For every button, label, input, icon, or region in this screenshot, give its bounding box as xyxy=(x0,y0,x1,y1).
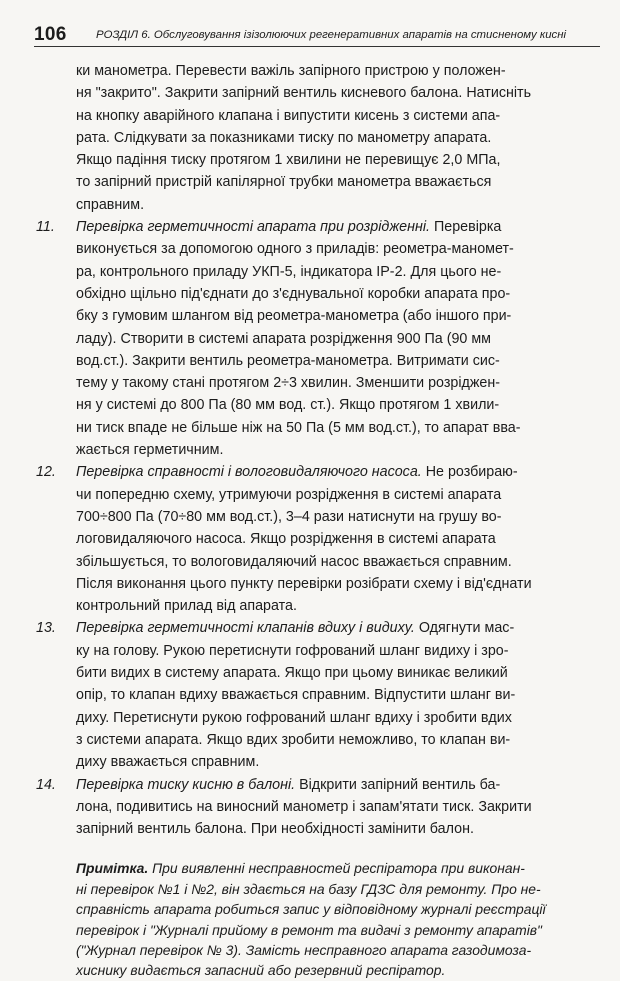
text-line: ки манометра. Перевести важіль запірного пристрою у положен- xyxy=(76,63,506,79)
text-line: чи попередню схему, утримуючи розрідження в системі апарата xyxy=(76,486,502,503)
page-body xyxy=(36,60,596,981)
text-line: логовидаляючого насоса. Якщо розрідження в системі апарата xyxy=(76,531,496,548)
text-line: то запірний пристрій капілярної трубки манометра вважається xyxy=(76,174,492,191)
item-title: Перевірка тиску кисню в балоні. xyxy=(76,776,296,793)
text-line: справним. xyxy=(76,196,145,213)
text-line: ку на голову. Рукою перетиснути гофрований шланг видиху і зро- xyxy=(76,642,509,659)
text-line: справність апарата робиться запис у відповідному журналі реєстрації xyxy=(76,901,546,918)
text-line: диху. Перетиснути рукою гофрований шланг вдиху і зробити вдих xyxy=(76,709,512,726)
text-line: Якщо падіння тиску протягом 1 хвилини не перевищує 2,0 МПа, xyxy=(76,152,501,169)
text-line: виконується за допомогою одного з приладів: реометра-маномет- xyxy=(76,241,514,258)
text-line: ра, контрольного приладу УКП-5, індикатора ІР-2. Для цього не- xyxy=(76,263,502,280)
text-line: лона, подивитись на виносний манометр і запам'ятати тиск. Закрити xyxy=(76,798,532,815)
text-line: бити видих в систему апарата. Якщо при цьому виникає великий xyxy=(76,665,508,682)
text-line: Після виконання цього пункту перевірки розібрати схему і від'єднати xyxy=(76,575,532,592)
text-line: ня у системі до 800 Па (80 мм вод. ст.). Якщо протягом 1 хвили- xyxy=(76,397,500,414)
intro-paragraph xyxy=(36,60,596,216)
text-line: обхідно щільно під'єднати до з'єднувальної коробки апарата про- xyxy=(76,285,511,302)
item-title: Перевірка герметичності апарата при розрідженні. xyxy=(76,219,431,236)
note-paragraph: Примітка. При виявленні несправностей респіратора при виконан- ні перевірок №1 і №2, він здається на базу ГДЗС для ремонту. Про не- справність апарата робиться запис у відповідному журналі реєстрації перевірок і "Журналі прийому в ремонт та видачі з ремонту апаратів" ("Журнал перевірок № 3). Замість несправного апарата газодимоза- хиснику видається запасний або резервний респіратор. xyxy=(36,858,596,980)
page-number: 106 xyxy=(34,24,67,45)
text-line: контрольний прилад від апарата. xyxy=(76,598,297,615)
list-item-14: 14. Перевірка тиску кисню в балоні. Відкрити запірний вентиль ба- лона, подивитись на виносний манометр і запам'ятати тиск. Закрити запірний вентиль балона. При необхідності замінити балон. xyxy=(36,774,596,841)
text-line: жається герметичним. xyxy=(76,442,224,459)
item-number: 12. xyxy=(36,464,56,481)
text-line: ня "закрито". Закрити запірний вентиль кисневого балона. Натисніть xyxy=(76,85,532,102)
page-header xyxy=(34,18,600,48)
text-line: диху вважається справним. xyxy=(76,754,260,771)
item-number: 11. xyxy=(36,219,55,236)
text-line: вод.ст.). Закрити вентиль реометра-манометра. Витримати сис- xyxy=(76,352,500,369)
list-item-11: 11. Перевірка герметичності апарата при розрідженні. Перевірка виконується за допомогою одного з приладів: реометра-маномет- ра, контрольного приладу УКП-5, індикатора ІР-2. Для цього не- обхідно щільно під'єднати до з'єднувальної коробки апарата про- бку з гумовим шлангом від реометра-манометра (або іншого при- ладу). Створити в системі апарата розрідження 900 Па (90 мм вод.ст.). Закрити вентиль реометра-манометра. Витримати сис- тему у такому стані протягом 2÷3 хвилин. Зменшити розріджен- ня у системі до 800 Па (80 мм вод. ст.). Якщо протягом 1 хвили- ни тиск впаде не більше ніж на 50 Па (5 мм вод.ст.), то апарат вва- жається герметичним. xyxy=(36,216,596,461)
list-item-13: 13. Перевірка герметичності клапанів вдиху і видиху. Одягнути мас- ку на голову. Рукою перетиснути гофрований шланг видиху і зро- бити видих в систему апарата. Якщо при цьому виникає великий опір, то клапан вдиху вважається справним. Відпустити шланг ви- диху. Перетиснути рукою гофрований шланг вдиху і зробити вдих з системи апарата. Якщо вдих зробити неможливо, то клапан ви- диху вважається справним. xyxy=(36,617,596,773)
text-line: перевірок і "Журналі прийому в ремонт та видачі з ремонту апаратів" xyxy=(76,921,542,938)
note-label: Примітка. xyxy=(76,860,149,877)
text-line: ні перевірок №1 і №2, він здається на базу ГДЗС для ремонту. Про не- xyxy=(76,880,541,897)
item-title: Перевірка справності і вологовидаляючого насоса. xyxy=(76,464,422,481)
text-line: ни тиск впаде не більше ніж на 50 Па (5 мм вод.ст.), то апарат вва- xyxy=(76,419,521,436)
header-rule xyxy=(34,46,600,47)
text-line: хиснику видається запасний або резервний респіратор. xyxy=(76,962,446,979)
item-number: 13. xyxy=(36,620,56,637)
text-line: збільшується, то вологовидаляючий насос вважається справним. xyxy=(76,553,512,570)
text-line: тему у такому стані протягом 2÷3 хвилин. Зменшити розріджен- xyxy=(76,375,501,392)
text-line: ладу). Створити в системі апарата розрідження 900 Па (90 мм xyxy=(76,330,492,347)
list-item-12: 12. Перевірка справності і вологовидаляючого насоса. Не розбираю- чи попередню схему, утримуючи розрідження в системі апарата 700÷800 Па (70÷80 мм вод.ст.), 3–4 рази натиснути на грушу во- логовидаляючого насоса. Якщо розрідження в системі апарата збільшується, то вологовидаляючий насос вважається справним. Після виконання цього пункту перевірки розібрати схему і від'єднати контрольний прилад від апарата. xyxy=(36,461,596,617)
item-title: Перевірка герметичності клапанів вдиху і видиху. xyxy=(76,620,415,637)
text-line: на кнопку аварійного клапана і випустити кисень з системи апа- xyxy=(76,107,501,124)
running-title: РОЗДІЛ 6. Обслуговування ізізолюючих регенеративних апаратів на стисненому кисні xyxy=(96,29,567,41)
text-line: з системи апарата. Якщо вдих зробити неможливо, то клапан ви- xyxy=(76,731,511,748)
text-line: рата. Слідкувати за показниками тиску по манометру апарата. xyxy=(76,129,492,146)
text-line: бку з гумовим шлангом від реометра-манометра (або іншого при- xyxy=(76,308,512,325)
text-line: 700÷800 Па (70÷80 мм вод.ст.), 3–4 рази натиснути на грушу во- xyxy=(76,508,502,525)
text-line: запірний вентиль балона. При необхідності замінити балон. xyxy=(76,821,474,838)
item-number: 14. xyxy=(36,776,56,793)
text-line: ("Журнал перевірок № 3). Замість несправного апарата газодимоза- xyxy=(76,942,532,959)
text-line: опір, то клапан вдиху вважається справним. Відпустити шланг ви- xyxy=(76,687,516,704)
